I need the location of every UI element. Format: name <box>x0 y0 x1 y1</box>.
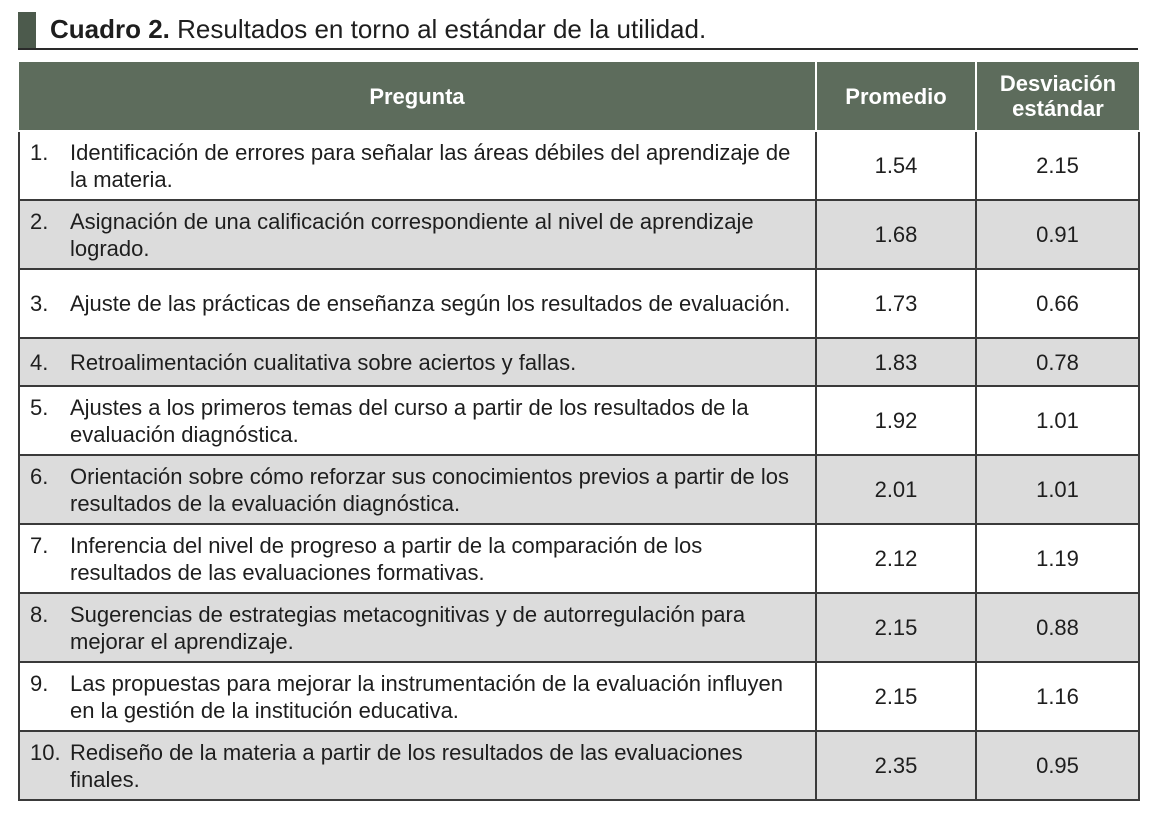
header-row <box>19 62 1139 131</box>
sd-cell: 0.78 <box>976 338 1139 386</box>
question-cell <box>19 131 816 200</box>
header-sd-line1: Desviación <box>999 71 1117 96</box>
sd-cell: 1.16 <box>976 662 1139 731</box>
mean-cell: 2.01 <box>816 455 976 524</box>
mean-cell: 2.15 <box>816 593 976 662</box>
mean-cell: 1.68 <box>816 200 976 269</box>
header-mean: Promedio <box>816 62 976 131</box>
question-text: Las propuestas para mejorar la instrumentación de la evaluación influyen en la gestión de la institución educativa. <box>70 670 783 723</box>
question-number: 8. <box>30 601 49 627</box>
table-row <box>19 731 1139 800</box>
question-text: Identificación de errores para señalar las áreas débiles del aprendizaje de la materia. <box>70 139 791 192</box>
mean-cell: 1.73 <box>816 269 976 338</box>
caption-accent-bar <box>18 12 36 48</box>
caption-label: Cuadro 2. <box>50 14 170 44</box>
question-cell <box>19 593 816 662</box>
table-row <box>19 200 1139 269</box>
table-caption <box>18 10 1138 50</box>
sd-cell: 1.01 <box>976 386 1139 455</box>
header-question: Pregunta <box>19 62 816 131</box>
table-row <box>19 455 1139 524</box>
sd-cell: 1.01 <box>976 455 1139 524</box>
sd-cell: 1.19 <box>976 524 1139 593</box>
results-table <box>18 62 1140 801</box>
question-text: Retroalimentación cualitativa sobre aciertos y fallas. <box>70 349 577 375</box>
table-row <box>19 662 1139 731</box>
question-number: 4. <box>30 349 49 375</box>
question-number: 3. <box>30 291 49 316</box>
sd-cell: 0.88 <box>976 593 1139 662</box>
question-number: 7. <box>30 532 49 558</box>
question-cell <box>19 269 816 338</box>
header-sd <box>976 62 1139 131</box>
question-cell <box>19 731 816 800</box>
question-cell <box>19 386 816 455</box>
mean-cell: 1.83 <box>816 338 976 386</box>
table-row <box>19 386 1139 455</box>
caption-title: Resultados en torno al estándar de la utilidad. <box>177 14 707 44</box>
question-cell <box>19 200 816 269</box>
sd-cell: 0.66 <box>976 269 1139 338</box>
mean-cell: 2.35 <box>816 731 976 800</box>
question-text: Ajustes a los primeros temas del curso a partir de los resultados de la evaluación diagnóstica. <box>70 394 749 447</box>
caption-text <box>50 14 706 44</box>
sd-cell: 2.15 <box>976 131 1139 200</box>
question-text: Ajuste de las prácticas de enseñanza según los resultados de evaluación. <box>70 291 791 316</box>
question-cell <box>19 662 816 731</box>
question-number: 10. <box>30 739 61 765</box>
table-row <box>19 269 1139 338</box>
question-text: Orientación sobre cómo reforzar sus conocimientos previos a partir de los resultados de la evaluación diagnóstica. <box>70 463 789 516</box>
question-number: 1. <box>30 139 49 165</box>
question-text: Asignación de una calificación correspondiente al nivel de aprendizaje logrado. <box>70 208 754 261</box>
mean-cell: 1.54 <box>816 131 976 200</box>
question-number: 6. <box>30 463 49 489</box>
mean-cell: 1.92 <box>816 386 976 455</box>
question-text: Sugerencias de estrategias metacognitivas y de autorregulación para mejorar el aprendizaje. <box>70 601 746 654</box>
question-cell <box>19 524 816 593</box>
question-number: 5. <box>30 394 49 420</box>
header-sd-line2: estándar <box>1012 96 1104 121</box>
question-text: Inferencia del nivel de progreso a partir de la comparación de los resultados de las evaluaciones formativas. <box>70 532 703 585</box>
mean-cell: 2.15 <box>816 662 976 731</box>
question-text: Rediseño de la materia a partir de los resultados de las evaluaciones finales. <box>70 739 743 792</box>
question-number: 9. <box>30 670 49 696</box>
question-cell <box>19 338 816 386</box>
question-number: 2. <box>30 208 49 234</box>
sd-cell: 0.91 <box>976 200 1139 269</box>
sd-cell: 0.95 <box>976 731 1139 800</box>
table-row <box>19 131 1139 200</box>
question-cell <box>19 455 816 524</box>
table-row <box>19 524 1139 593</box>
mean-cell: 2.12 <box>816 524 976 593</box>
table-row <box>19 338 1139 386</box>
table-row <box>19 593 1139 662</box>
